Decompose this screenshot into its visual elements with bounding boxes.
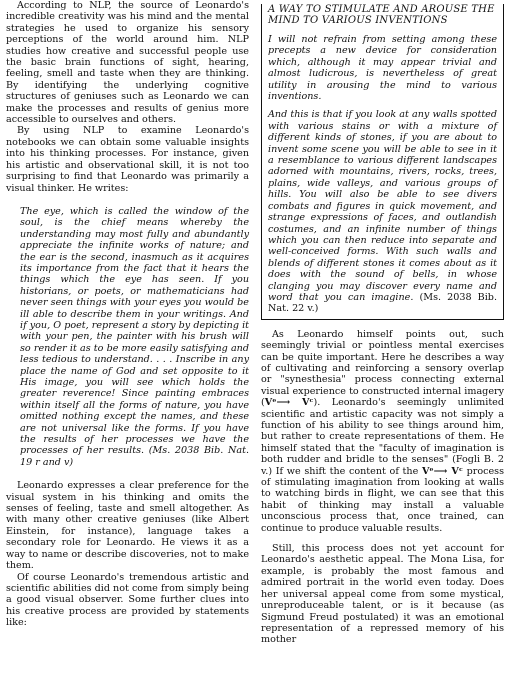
- ve-to-vc-notation-1: Vᵉ⟶ Vᶜ: [264, 397, 314, 409]
- quote-box-title: A WAY TO STIMULATE AND AROUSE THE MIND TO VARIOUS INVENTIONS: [268, 4, 495, 26]
- paragraph-synesthesia: [261, 329, 504, 534]
- paragraph-synesthesia-part-b: ). Leonardo's seemingly unlimited scientific and artistic capacity was not simply a function of his ability to see things around him, but rather to create representations of them. He himself stated that the "faculty of imagination is both rudder and bridle to the senses" (Fogli B. 2 v.) If we shift the content of the: [261, 397, 504, 477]
- quote-box: [261, 4, 504, 320]
- quote-box-citation: (Ms. 2038 Bib. Nat. 22 v.): [268, 291, 497, 315]
- paragraph-synesthesia-part-c: process of stimulating imagination from looking at walls to watching birds in flight, we can see that this habit of thinking may install a valuable unconscious process that, once trained, can continue to produce valuable results.: [261, 465, 505, 534]
- paragraph-visual-preference: Leonardo expresses a clear preference for the visual system in his thinking and omits the senses of feeling, taste and smell altogether. As with many other creative geniuses (like Albert Einstein, for instance), language takes a secondary role for Leonardo. He views it as a way to name or describe discoveries, not to make them.: [6, 480, 249, 572]
- right-column: [261, 0, 504, 646]
- left-column: [6, 0, 249, 629]
- quote-box-paragraph-2-text: And this is that if you look at any walls spotted with various stains or with a mixture of different kinds of stones, if you are about to invent some scene you will be able to see in it a resemblance to various different landscapes adorned with mountains, rivers, rocks, trees, plains, wide valleys, and various groups of hills. You will also be able to see divers combats and figures in quick movement, and strange expressions of faces, and outlandish costumes, and an infinite number of things which you can then reduce into separate and well-conceived forms. With such walls and blends of different stones it comes about as it does with the sound of bells, in whose clanging you may discover every name and word that you can imagine.: [268, 109, 497, 303]
- paragraph-further-clues: Of course Leonardo's tremendous artistic and scientific abilities did not come from simply being a good visual observer. Some further clues into his creative process are provided by statements like:: [6, 571, 249, 629]
- paragraph-notebooks: By using NLP to examine Leonardo's notebooks we can obtain some valuable insights into his thinking processes. For instance, given his artistic and observational skill, it is not too surprising to find that Leonardo was primarily a visual thinker. He writes:: [6, 125, 249, 194]
- paragraph-mona-lisa: Still, this process does not yet account for Leonardo's aesthetic appeal. The Mona Lisa, for example, is probably the most famous and admired portrait in the world even today. Does her universal appeal come from some mystical, unreproduceable talent, or is it because (as Sigmund Freud postulated) it was an emotional representation of a repressed memory of his mother: [261, 543, 504, 646]
- ve-to-vc-notation-2: Vᵉ⟶ Vᶜ: [421, 465, 463, 477]
- paragraph-synesthesia-part-a: As Leonardo himself points out, such seemingly trivial or pointless mental exercises can be quite important. Here he describes a way of cultivating and reinforcing a sensory overlap or "synesthesia" process connecting external visual experience to constructed internal imagery (: [261, 328, 504, 409]
- quote-eye-window-of-soul: The eye, which is called the window of the soul, is the chief means whereby the understanding may most fully and abundantly appreciate the infinite works of nature; and the ear is the second, inasmuch as it acquires its importance from the fact that it hears the things which the eye has seen. If you historians, or poets, or mathematicians had never seen things with your eyes you would be ill able to describe them in your writings. And if you, O poet, represent a story by depicting it with your pen, the painter with his brush will so render it as to be more easily satisfying and less tedious to understand. . . . Inscribe in any place the name of God and set opposite to it His image, you will see which holds the greater reverence! Since painting embraces within itself all the forms of nature, you have omitted nothing except the names, and these are not universal like the forms. If you have the results of her processes we have the processes of her results. (Ms. 2038 Bib. Nat. 19 r and v): [20, 205, 249, 468]
- quote-box-paragraph-2: [268, 109, 497, 314]
- paragraph-nlp-intro: According to NLP, the source of Leonardo's incredible creativity was his mind and the mental strategies he used to organize his sensory perceptions of the world around him. NLP studies how creative and successful people use the basic brain functions of sight, hearing, feeling, smell and taste when they are thinking. By identifying the underlying cognitive structures of geniuses such as Leonardo we can make the processes and results of genius more accessible to ourselves and others.: [6, 0, 249, 126]
- quote-box-paragraph-1: I will not refrain from setting among these precepts a new device for consideration which, although it may appear trivial and almost ludicrous, is nevertheless of great utility in arousing the mind to various inventions.: [268, 34, 497, 103]
